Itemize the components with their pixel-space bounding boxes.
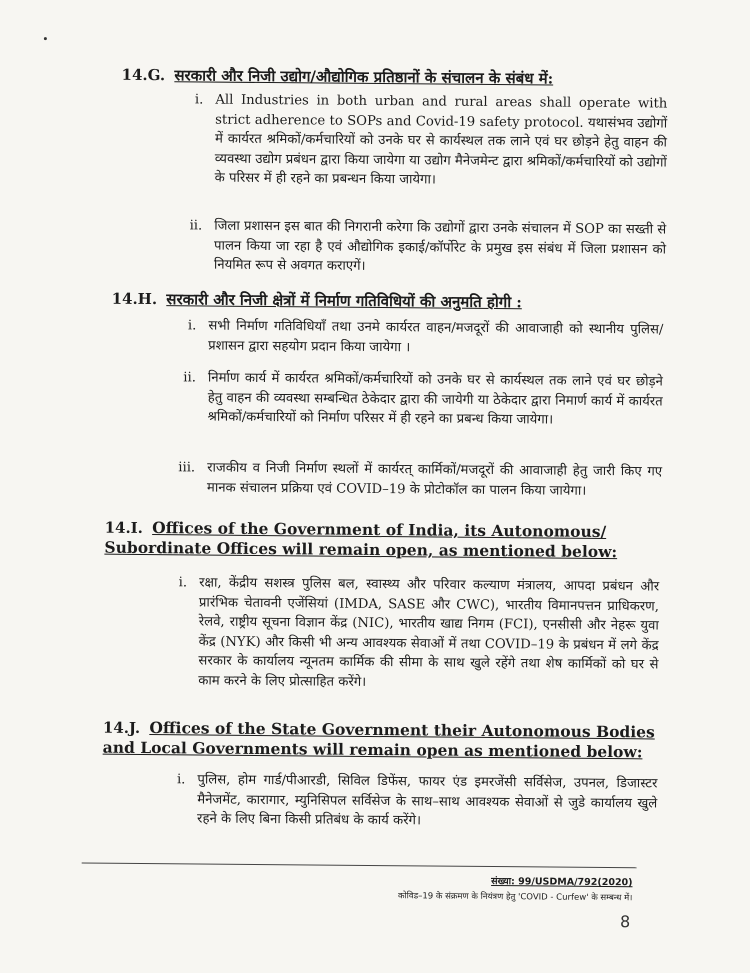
- list-item: [178, 459, 663, 502]
- list-marker: ii.: [183, 370, 196, 386]
- section-number: 14.G.: [121, 65, 166, 85]
- list-marker: ii.: [189, 218, 203, 234]
- list-item: [187, 317, 664, 360]
- section-heading-14h: [112, 290, 672, 314]
- list-item: [176, 770, 658, 833]
- section-number: 14.J.: [102, 718, 141, 737]
- page-number: 8: [619, 912, 631, 932]
- section-title: Offices of the State Government their Autonomous Bodies and Local Governments will remain open as mentioned below:: [102, 718, 655, 762]
- list-item-text: All Industries in both urban and rural areas shall operate with strict adherence to SOPs and Covid-19 safety protocol. यथासंभव उद्योगों में कार्यरत श्रमिकों/कर्मचारियों को उनके घर से कार्यस्थल तक लाने एवं घर छोड़ने हेतु वाहन की व्यवस्था उद्योग प्रबंधन द्वारा किया जायेगा या उद्योग मैनेजमेन्ट द्वारा श्रमिकों/कर्मचारियों को उद्योगों के परिसर में ही रहने का प्रबन्धन किया जायेगा।: [214, 92, 668, 188]
- section-title: सरकारी और निजी उद्योग/औद्योगिक प्रतिष्ठानों के संचालन के संबंध में:: [174, 66, 554, 88]
- list-marker: i.: [178, 575, 188, 591]
- section-title: Offices of the Government of India, its Autonomous/ Subordinate Offices will remain open, as mentioned below:: [104, 518, 618, 562]
- list-item: [189, 217, 667, 280]
- section-heading-14j: [103, 718, 663, 763]
- section-heading-14i: [104, 518, 664, 563]
- section-number: 14.I.: [104, 518, 144, 537]
- footer-divider: [82, 862, 637, 868]
- list-item: [178, 573, 660, 695]
- list-marker: i.: [187, 318, 197, 334]
- list-item-text: रक्षा, केंद्रीय सशस्त्र पुलिस बल, स्वास्थ्य और परिवार कल्याण मंत्रालय, आपदा प्रबंधन और प्रारंभिक चेतावनी एजेंसियां (IMDA, SASE और CWC), भारतीय विमानपत्तन प्राधिकरण, रेलवे, राष्ट्रीय सूचना विज्ञान केंद्र (NIC), भारतीय खाद्य निगम (FCI), एनसीसी और नेहरू युवा केंद्र (NYK) और किसी भी अन्य आवश्यक सेवाओं में तथा COVID–19 के प्रबंधन में लगे केंद्र सरकार के कार्यालय न्यूनतम कार्मिक की सीमा के साथ खुले रहेंगे तथा शेष कार्मिकों को घर से काम करने के लिए प्रोत्साहित करेंगे।: [198, 575, 660, 690]
- list-item: [183, 369, 663, 432]
- footer-note: कोविड–19 के संक्रमण के नियंत्रण हेतु 'COVID - Curfew' के सम्बन्ध में।: [397, 891, 633, 904]
- section-number: 14.H.: [111, 289, 158, 309]
- list-item-text: सभी निर्माण गतिविधियाँ तथा उनमे कार्यरत वाहन/मजदूरों की आवाजाही को स्थानीय पुलिस/प्रशासन द्वारा सहयोग प्रदान किया जायेगा ।: [208, 318, 664, 355]
- list-marker: iii.: [178, 460, 196, 476]
- list-item-text: निर्माण कार्य में कार्यरत श्रमिकों/कर्मचारियों को उनके घर से कार्यस्थल तक लाने एवं घर छोड़ने हेतु वाहन की व्यवस्था सम्बन्धित ठेकेदार द्वारा की जायेगी या ठेकेदार द्वारा निमार्ण कार्य में कार्यरत श्रमिकों/कर्मचारियों को निर्माण परिसर में ही रहने का प्रबन्ध किया जायेगा।: [207, 370, 663, 428]
- footer-reference: संख्या: 99/USDMA/792(2020): [491, 876, 633, 889]
- list-item: [194, 91, 668, 193]
- list-item-text: जिला प्रशासन इस बात की निगरानी करेगा कि उद्योगों द्वारा उनके संचालन में SOP का सख्ती से पालन किया जा रहा है एवं औद्योगिक इकाई/कॉर्पोरेट के प्रमुख इस संबंध में जिला प्रशासन को नियमित रूप से अवगत कराएगें।: [213, 218, 667, 275]
- section-title: सरकारी और निजी क्षेत्रों में निर्माण गतिविधियों की अनुमति होगी :: [166, 290, 522, 312]
- scan-speck: [44, 37, 47, 40]
- list-item-text: पुलिस, होम गार्ड/पीआरडी, सिविल डिफेंस, फायर एंड इमरजेंसी सर्विसेज, उपनल, डिजास्टर मैनेजमेंट, कारागार, म्युनिसिपल सर्विसेज के साथ–साथ आवश्यक सेवाओं से जुडे कार्यालय खुले रहने के लिए बिना किसी प्रतिबंध के कार्य करेंगे।: [197, 772, 658, 829]
- list-marker: i.: [194, 92, 204, 108]
- section-heading-14g: [121, 66, 681, 90]
- list-marker: i.: [176, 772, 186, 788]
- list-item-text: राजकीय व निजी निर्माण स्थलों में कार्यरत् कार्मिकों/मजदूरों की आवाजाही हेतु जारी किए गए मानक संचालन प्रक्रिया एवं COVID–19 के प्रोटोकॉल का पालन किया जायेगा।: [206, 460, 663, 499]
